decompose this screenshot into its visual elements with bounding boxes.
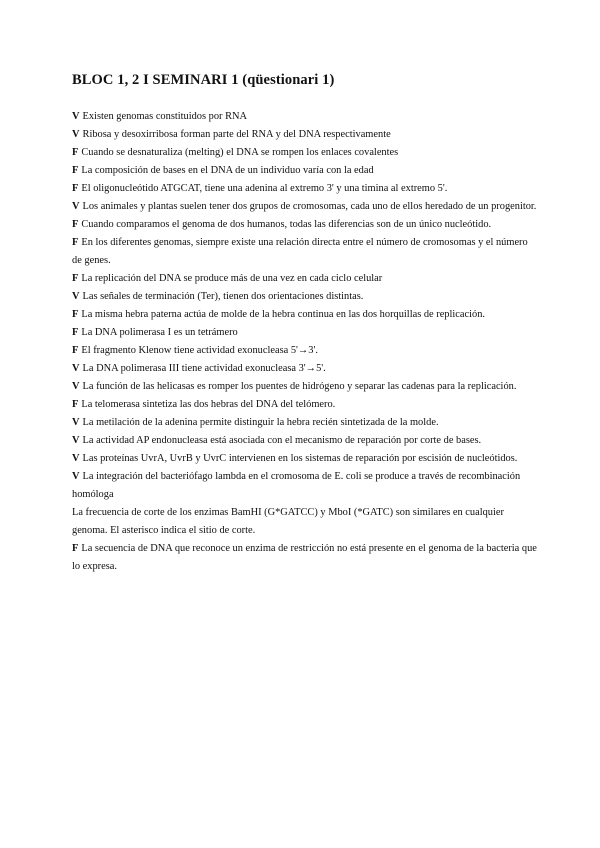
answer-mark: F <box>72 327 79 338</box>
answer-mark: V <box>72 453 80 464</box>
document-title: BLOC 1, 2 I SEMINARI 1 (qüestionari 1) <box>72 72 335 88</box>
question-item <box>72 450 540 468</box>
question-item <box>72 540 540 576</box>
answer-mark: V <box>72 291 80 302</box>
question-text: Las proteínas UvrA, UvrB y UvrC intervienen en los sistemas de reparación por escisión de nucleótidos. <box>82 453 518 464</box>
question-item <box>72 108 540 126</box>
question-item <box>72 216 540 234</box>
answer-mark: V <box>72 111 80 122</box>
question-item <box>72 342 540 360</box>
question-item <box>72 432 540 450</box>
answer-mark: V <box>72 381 80 392</box>
answer-mark: V <box>72 435 80 446</box>
answer-mark: V <box>72 201 80 212</box>
question-item <box>72 504 540 540</box>
question-text: La misma hebra paterna actúa de molde de la hebra continua en las dos horquillas de replicación. <box>81 309 485 320</box>
question-text: El oligonucleótido ATGCAT, tiene una adenina al extremo 3' y una timina al extremo 5'. <box>81 183 448 194</box>
question-text: Las señales de terminación (Ter), tienen dos orientaciones distintas. <box>82 291 364 302</box>
question-text: La actividad AP endonucleasa está asociada con el mecanismo de reparación por corte de bases. <box>82 435 482 446</box>
answer-mark: F <box>72 219 79 230</box>
question-text: La telomerasa sintetiza las dos hebras del DNA del telómero. <box>81 399 336 410</box>
question-item <box>72 414 540 432</box>
question-item <box>72 324 540 342</box>
question-text: La metilación de la adenina permite distinguir la hebra recién sintetizada de la molde. <box>82 417 439 428</box>
answer-mark: F <box>72 309 79 320</box>
question-item <box>72 198 540 216</box>
question-text: La DNA polimerasa III tiene actividad exonucleasa 3'→5'. <box>82 363 326 374</box>
question-text: Ribosa y desoxirribosa forman parte del RNA y del DNA respectivamente <box>82 129 391 140</box>
question-item <box>72 378 540 396</box>
question-text: Existen genomas constituidos por RNA <box>82 111 248 122</box>
question-text: Cuando se desnaturaliza (melting) el DNA se rompen los enlaces covalentes <box>81 147 399 158</box>
answer-mark: F <box>72 237 79 248</box>
question-item <box>72 396 540 414</box>
answer-mark: F <box>72 399 79 410</box>
answer-mark: F <box>72 543 79 554</box>
question-text: La replicación del DNA se produce más de una vez en cada ciclo celular <box>81 273 383 284</box>
answer-mark: V <box>72 363 80 374</box>
question-text: La función de las helicasas es romper los puentes de hidrógeno y separar las cadenas para la replicación. <box>82 381 517 392</box>
answer-mark: F <box>72 147 79 158</box>
question-item <box>72 162 540 180</box>
question-list <box>72 108 540 576</box>
question-text: La integración del bacteriófago lambda en el cromosoma de E. coli se produce a través de recombinación homóloga <box>72 471 521 500</box>
question-text: La frecuencia de corte de los enzimas BamHI (G*GATCC) y MboI (*GATC) son similares en cualquier genoma. El asterisco indica el sitio de corte. <box>72 507 504 536</box>
question-text: En los diferentes genomas, siempre existe una relación directa entre el número de cromosomas y el número de genes. <box>72 237 528 266</box>
question-text: La composición de bases en el DNA de un individuo varía con la edad <box>81 165 374 176</box>
question-text: La secuencia de DNA que reconoce un enzima de restricción no está presente en el genoma de la bacteria que lo expresa. <box>72 543 537 572</box>
question-item <box>72 234 540 270</box>
question-item <box>72 144 540 162</box>
question-item <box>72 180 540 198</box>
answer-mark: F <box>72 165 79 176</box>
question-item <box>72 468 540 504</box>
question-item <box>72 288 540 306</box>
question-text: La DNA polimerasa I es un tetrámero <box>81 327 238 338</box>
question-item <box>72 270 540 288</box>
question-item <box>72 126 540 144</box>
question-text: Cuando comparamos el genoma de dos humanos, todas las diferencias son de un único nucleótido. <box>81 219 492 230</box>
answer-mark: F <box>72 183 79 194</box>
question-item <box>72 360 540 378</box>
answer-mark: F <box>72 273 79 284</box>
question-item <box>72 306 540 324</box>
question-text: El fragmento Klenow tiene actividad exonucleasa 5'→3'. <box>81 345 318 356</box>
answer-mark: V <box>72 129 80 140</box>
answer-mark: V <box>72 417 80 428</box>
answer-mark: V <box>72 471 80 482</box>
question-text: Los animales y plantas suelen tener dos grupos de cromosomas, cada uno de ellos heredado de un progenitor. <box>82 201 537 212</box>
answer-mark: F <box>72 345 79 356</box>
